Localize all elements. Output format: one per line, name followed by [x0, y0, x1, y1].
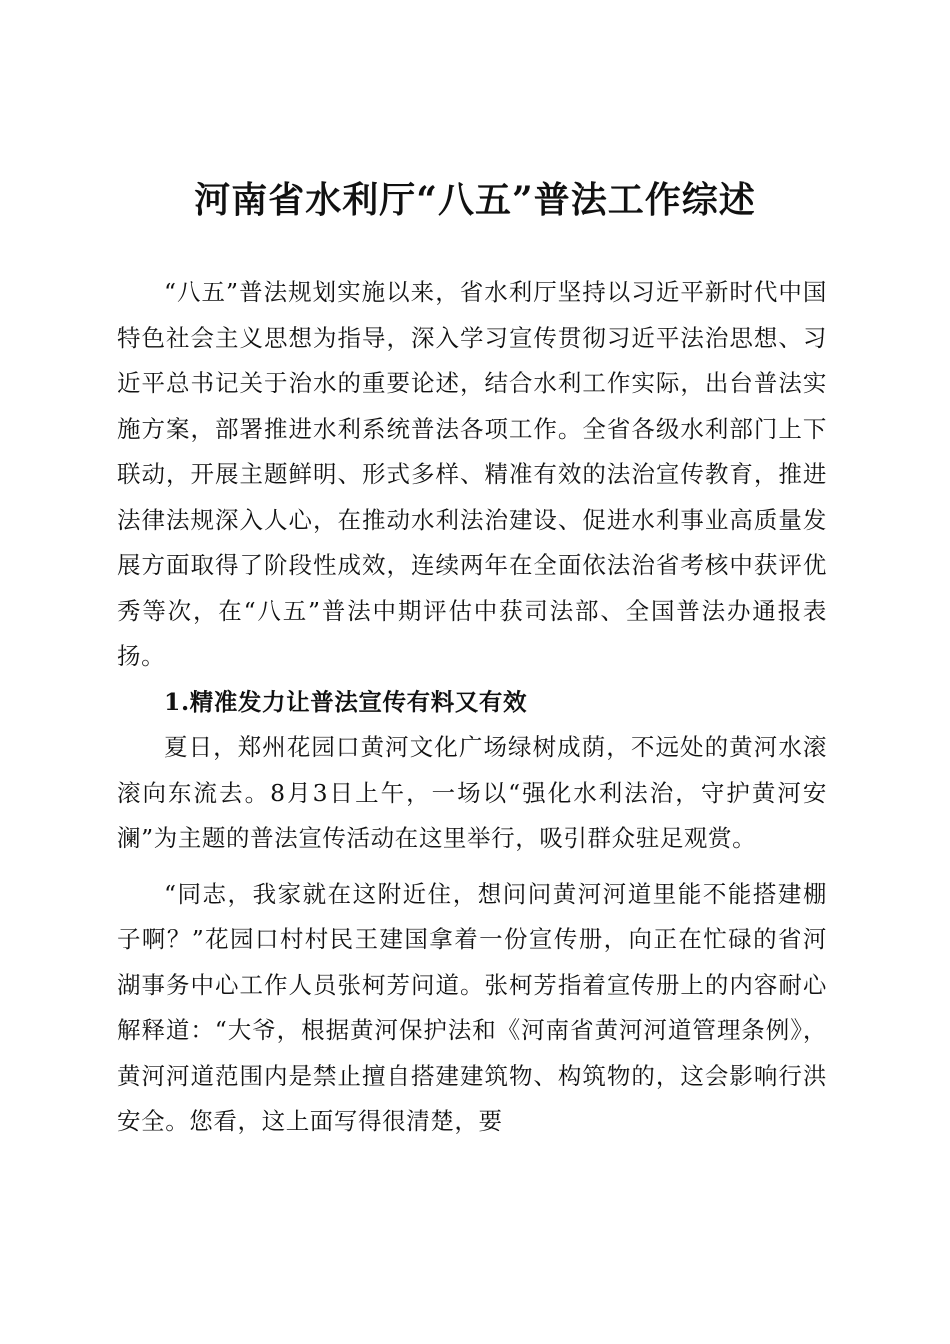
- paragraph-intro: “八五”普法规划实施以来，省水利厅坚持以习近平新时代中国特色社会主义思想为指导，深入学习宣传贯彻习近平法治思想、习近平总书记关于治水的重要论述，结合水利工作实际，出台普法实施方案，部署推进水利系统普法各项工作。全省各级水利部门上下联动，开展主题鲜明、形式多样、精准有效的法治宣传教育，推进法律法规深入人心，在推动水利法治建设、促进水利事业高质量发展方面取得了阶段性成效，连续两年在全面依法治省考核中获评优秀等次，在“八五”普法中期评估中获司法部、全国普法办通报表扬。: [117, 278, 827, 670]
- document-body: [117, 270, 827, 1145]
- paragraph-summer-event: 夏日，郑州花园口黄河文化广场绿树成荫，不远处的黄河水滚滚向东流去。8月3日上午，一场以“强化水利法治，守护黄河安澜”为主题的普法宣传活动在这里举行，吸引群众驻足观赏。: [117, 733, 827, 852]
- paragraph-dialogue: “同志，我家就在这附近住，想问问黄河河道里能不能搭建棚子啊？”花园口村村民王建国拿着一份宣传册，向正在忙碌的省河湖事务中心工作人员张柯芳问道。张柯芳指着宣传册上的内容耐心解释道：“大爷，根据黄河保护法和《河南省黄河河道管理条例》，黄河河道范围内是禁止擅自搭建建筑物、构筑物的，这会影响行洪安全。您看，这上面写得很清楚，要: [117, 879, 827, 1135]
- section-heading: 1.精准发力让普法宣传有料又有效: [164, 687, 528, 716]
- document-title: 河南省水利厅“八五”普法工作综述: [194, 179, 756, 221]
